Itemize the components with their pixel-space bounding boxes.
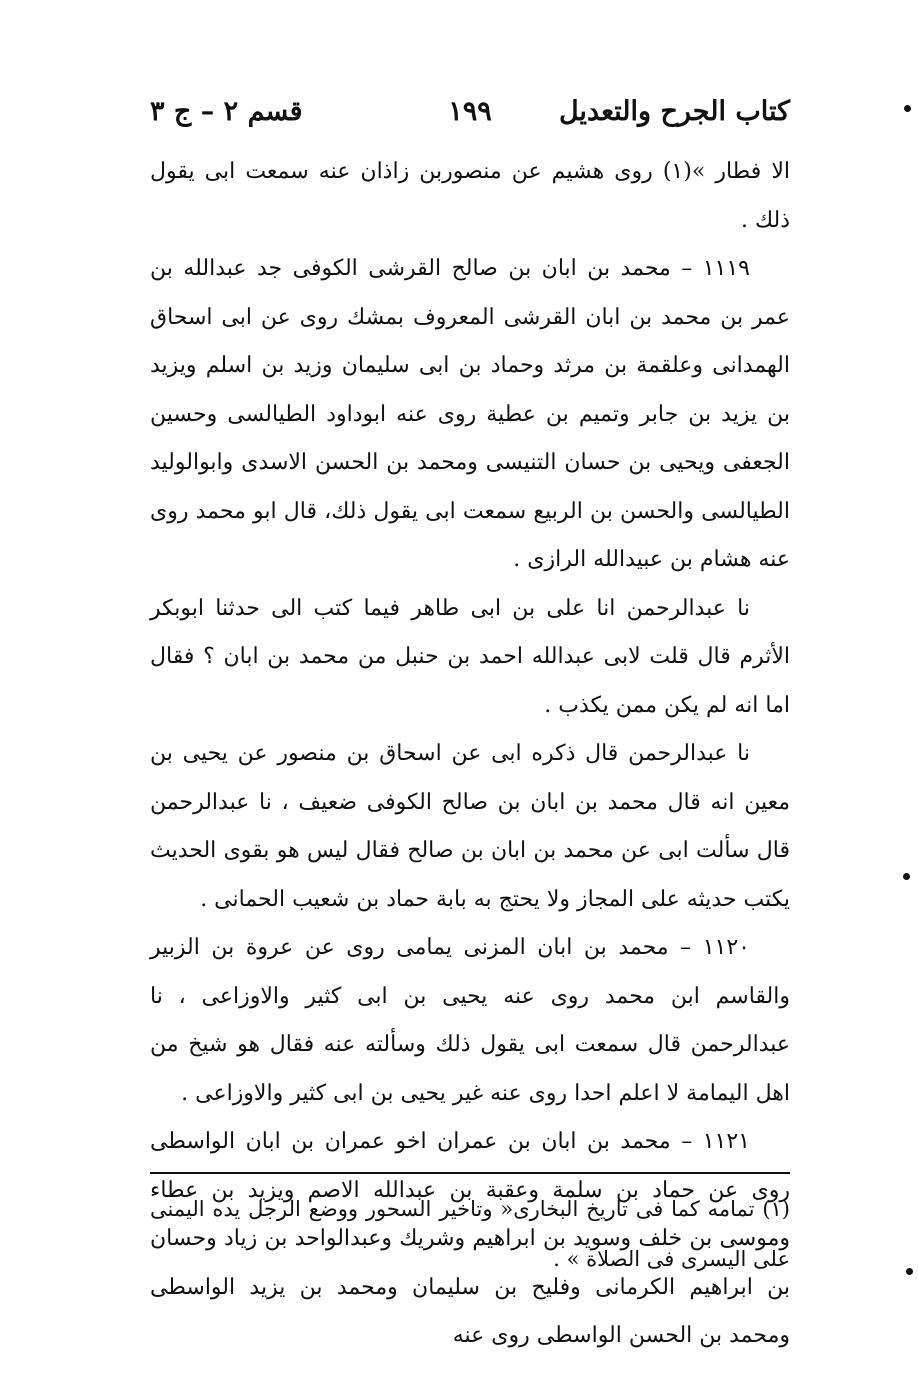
- scan-speck: [904, 105, 911, 112]
- paragraph-athram-report: نا عبدالرحمن انا على بن ابى طاهر فيما كتب الى حدثنا ابوبكر الأثرم قال قلت لابى عبدالله احمد بن حنبل من محمد بن ابان ؟ فقال اما انه لم يكن ممن يكذب .: [150, 595, 790, 718]
- paragraph-continuation: الا فطار »(١) روى هشيم عن منصوربن زاذان عنه سمعت ابى يقول ذلك .: [150, 159, 790, 233]
- entry-1120: ١١٢٠ – محمد بن ابان المزنى يمامى روى عن عروة بن الزبير والقاسم ابن محمد روى عنه يحيى بن ابى كثير والاوزاعى ، نا عبدالرحمن قال سمعت ابى يقول ذلك وسألته عنه فقال هو شيخ من اهل اليمامة لا اعلم احدا روى عنه غير يحيى بن ابى كثير والاوزاعى .: [150, 935, 790, 1106]
- paragraph-ibn-main-report: نا عبدالرحمن قال ذكره ابى عن اسحاق بن منصور عن يحيى بن معين انه قال محمد بن ابان بن صالح الكوفى ضعيف ، نا عبدالرحمن قال سألت ابى عن محمد بن ابان بن صالح فقال ليس هو بقوى الحديث يكتب حديثه على المجاز ولا يحتج به بابة حماد بن شعيب الحمانى .: [150, 741, 790, 912]
- book-title: كتاب الجرح والتعديل: [558, 96, 790, 127]
- scan-speck: [906, 1268, 913, 1275]
- main-text: [150, 148, 790, 1361]
- page-header: [150, 96, 790, 146]
- footnote: (١) تمامه كما فى تاريخ البخارى« وتاخير السحور ووضع الرجل يده اليمنى على اليسرى فى الصلاة » .: [150, 1197, 790, 1271]
- section-label: قسم ٢ – ج ٣: [150, 96, 303, 127]
- page-number: ١٩٩: [448, 96, 492, 127]
- entry-1119: ١١١٩ – محمد بن ابان بن صالح القرشى الكوفى جد عبدالله بن عمر بن محمد بن ابان القرشى المعروف بمشك روى عن ابى اسحاق الهمدانى وعلقمة بن مرثد وحماد بن ابى سليمان وزيد بن اسلم ويزيد بن يزيد بن جابر وتميم بن عطية روى عنه ابوداود الطيالسى وحسين الجعفى ويحيى بن حسان التنيسى ومحمد بن الحسن الاسدى وابوالوليد الطيالسى والحسن بن الربيع سمعت ابى يقول ذلك، قال ابو محمد روى عنه هشام بن عبيدالله الرازى .: [150, 256, 790, 572]
- scan-speck: [903, 873, 910, 880]
- entry-1121: ١١٢١ – محمد بن ابان بن عمران اخو عمران بن ابان الواسطى روى عن حماد بن سلمة وعقبة بن عبدالله الاصم ويزيد بن عطاء وموسى بن خلف وسويد بن ابراهيم وشريك وعبدالواحد بن زياد وحسان بن ابراهيم الكرمانى وفليح بن سليمان ومحمد بن يزيد الواسطى ومحمد بن الحسن الواسطى روى عنه: [150, 1129, 790, 1348]
- footnote-divider: [150, 1172, 790, 1174]
